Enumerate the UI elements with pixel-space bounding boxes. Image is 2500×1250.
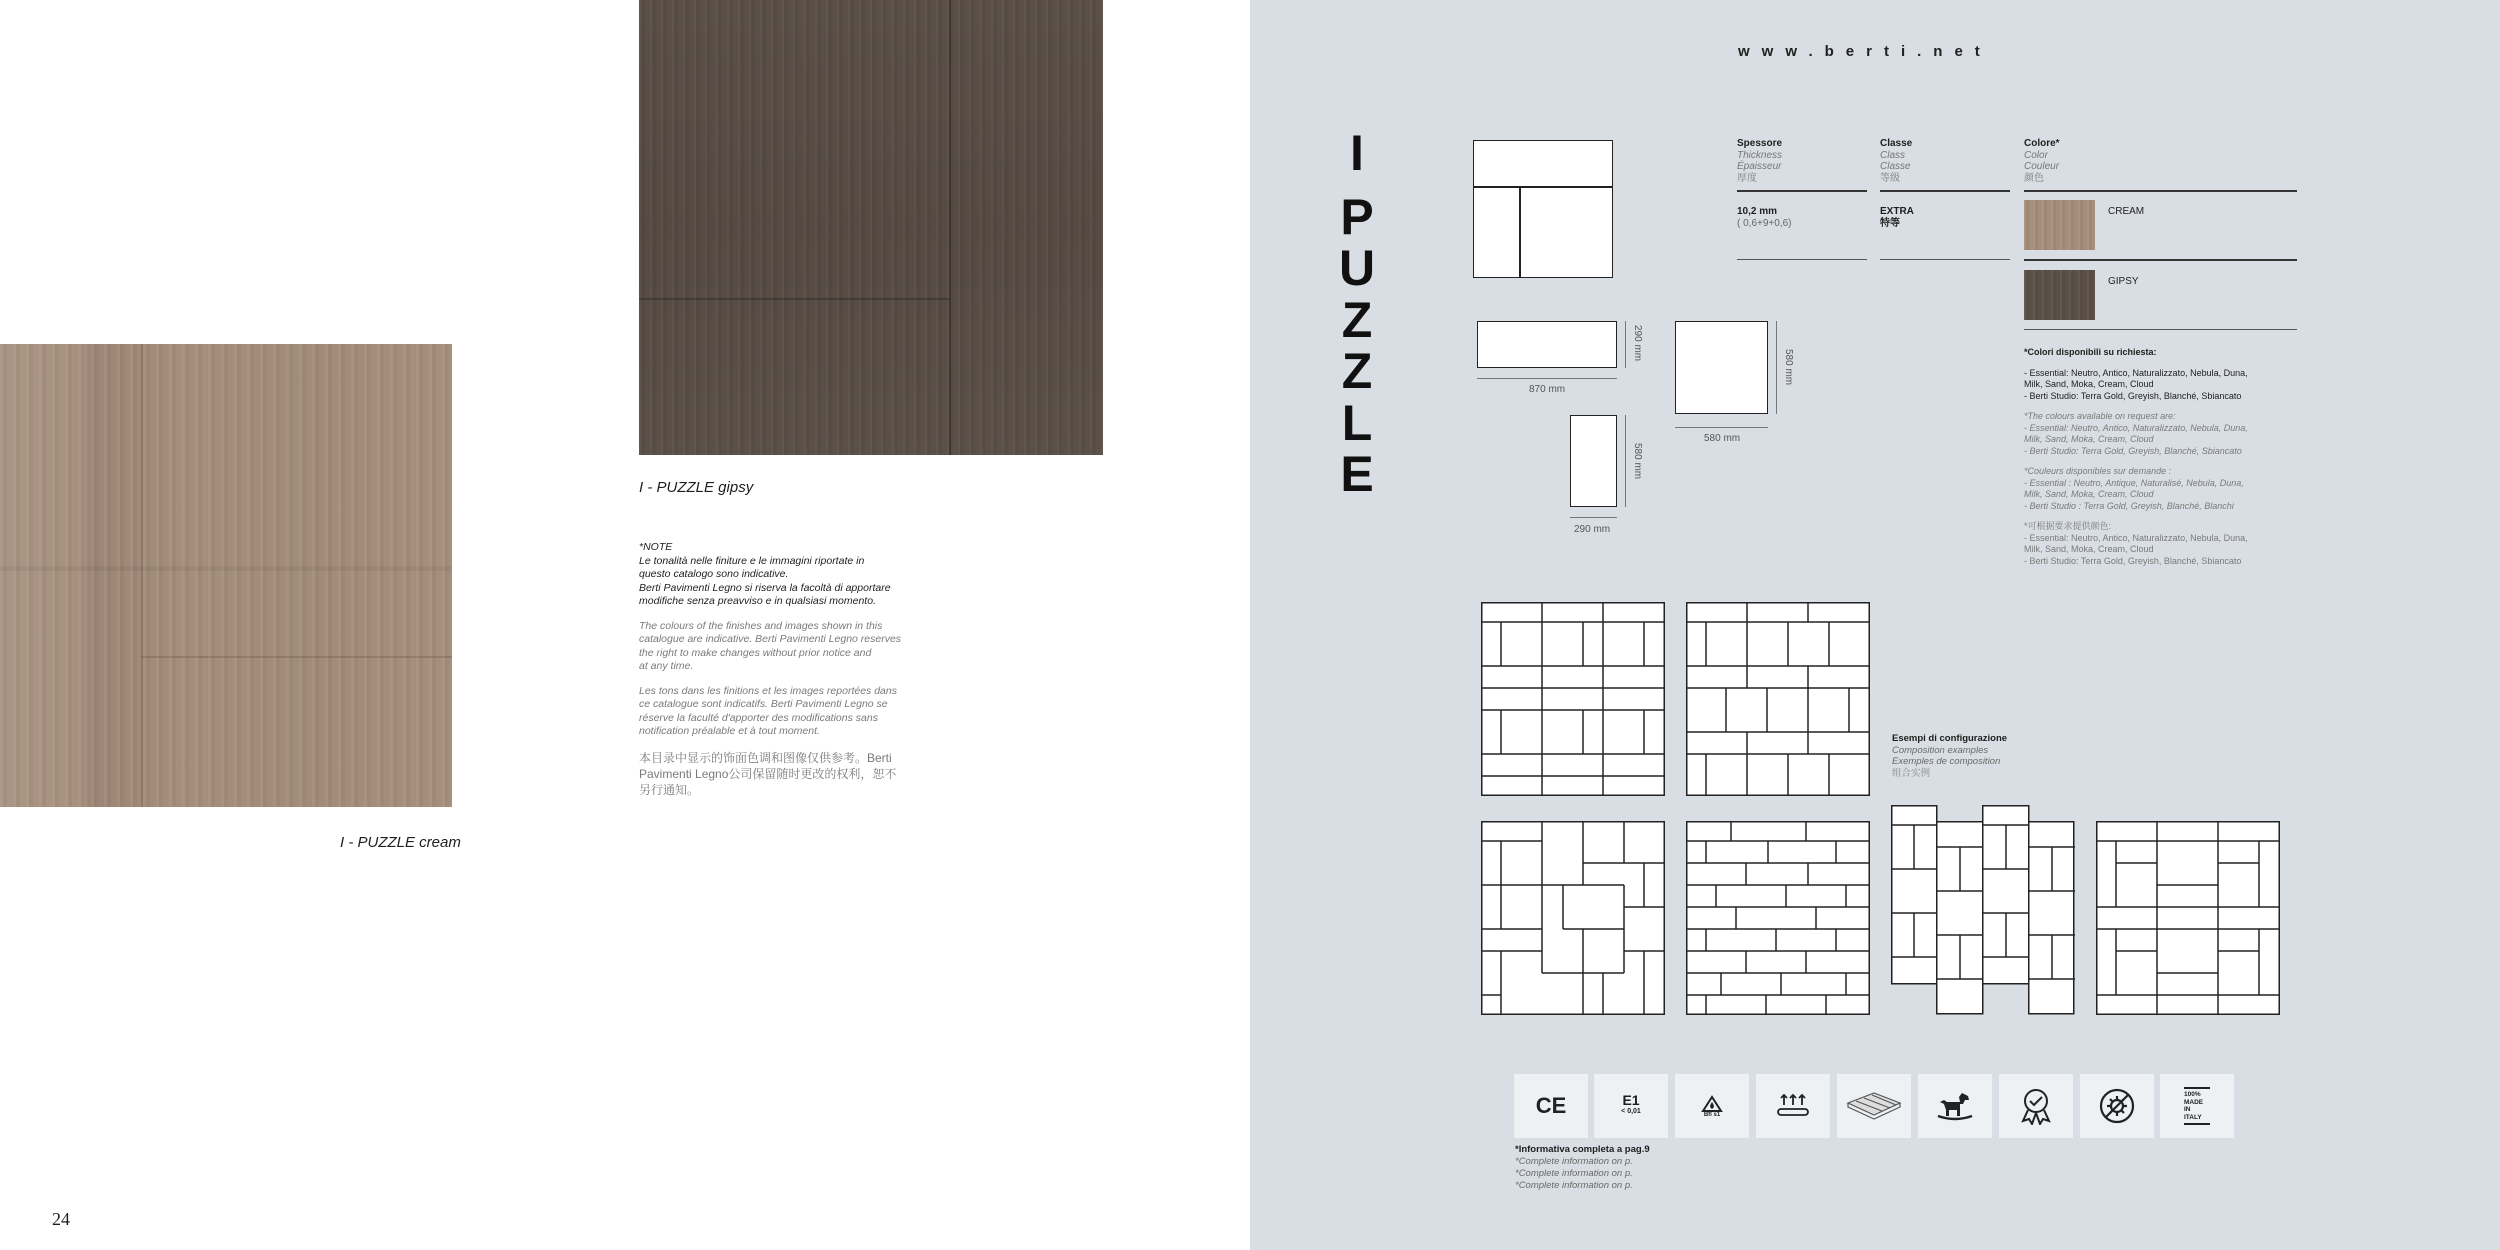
spec-translation: Color bbox=[2024, 149, 2048, 161]
available-colors bbox=[2024, 347, 2274, 576]
caption-gipsy: I - PUZZLE gipsy bbox=[639, 479, 754, 496]
note-english: The colours of the finishes and images shown in this catalogue are indicative. Berti Pavimenti Legno reserves the right to make changes without prior notice and at any time. bbox=[639, 619, 902, 672]
spec-translation: Classe bbox=[1880, 161, 1911, 172]
note-chinese: 本目录中显示的饰面色调和图像仅供参考。Berti Pavimenti Legno公司保留随时更改的权利，恕不 另行通知。 bbox=[639, 750, 897, 797]
plank-seam bbox=[141, 656, 452, 658]
composition-example-5 bbox=[1891, 805, 2075, 1015]
icon-label: CE bbox=[1535, 1093, 1567, 1118]
plank-seam bbox=[949, 0, 951, 455]
ce-mark-icon bbox=[1514, 1074, 1588, 1138]
footnote-italian: *Informativa completa a pag.9 bbox=[1515, 1144, 1650, 1155]
spec-thickness-value bbox=[1737, 206, 1791, 229]
spec-class-header bbox=[1880, 138, 1912, 184]
spec-thickness-header bbox=[1737, 138, 1782, 184]
floating-installation-icon bbox=[1837, 1074, 1911, 1138]
spec-heading: Classe bbox=[1880, 138, 1913, 149]
composition-examples-label bbox=[1892, 733, 2007, 779]
spec-translation: 颜色 bbox=[2024, 172, 2044, 184]
spec-color-header bbox=[2024, 138, 2060, 184]
spec-translation: Couleur bbox=[2024, 161, 2060, 172]
composition-example-2 bbox=[1686, 602, 1870, 796]
dim-height-580: 580 mm bbox=[1783, 349, 1794, 386]
swatch-label-gipsy: GIPSY bbox=[2108, 276, 2139, 287]
note-heading: *NOTE bbox=[639, 541, 673, 553]
spec-translation: 厚度 bbox=[1737, 172, 1757, 184]
title-letter: P bbox=[1340, 188, 1374, 245]
wood-sample-cream bbox=[0, 344, 452, 807]
dim-height-580-vertical: 580 mm bbox=[1632, 443, 1643, 480]
spec-translation: Class bbox=[1880, 149, 1906, 161]
note-french: Les tons dans les finitions et les images reportées dans ce catalogue sont indicatifs. Berti Pavimenti Legno se réserve la faculté d'apporter des modifications sans notification préalable et à tout moment. bbox=[639, 684, 897, 737]
page-number: 24 bbox=[52, 1209, 70, 1229]
fire-class-icon bbox=[1675, 1074, 1749, 1138]
title-letter: Z bbox=[1341, 291, 1373, 348]
title-letter: U bbox=[1338, 240, 1376, 296]
dim-width-870: 870 mm bbox=[1529, 384, 1566, 395]
spec-heading: Colore* bbox=[2024, 138, 2060, 149]
dim-height-290: 290 mm bbox=[1632, 325, 1643, 362]
note-italian: Le tonalità nelle finiture e le immagini riportate in questo catalogo sono indicative. Berti Pavimenti Legno si riserva la facoltà di apportare modifiche senza preavviso e in qualsiasi momento. bbox=[639, 554, 891, 607]
available-colors-french: *Couleurs disponibles sur demande : - Essential : Neutro, Antique, Naturalisé, Nebula, Duna, Milk, Sand, Moka, Cream, Cloud - Berti Studio : Terra Gold, Greyish, Blanché, Blanchi bbox=[2024, 466, 2244, 511]
plank-seam bbox=[141, 344, 143, 807]
rocking-horse-icon bbox=[1918, 1074, 1992, 1138]
title-letter: I bbox=[1350, 125, 1364, 181]
plank-seam bbox=[639, 298, 949, 300]
spec-class-value bbox=[1880, 206, 1914, 229]
examples-label-it: Esempi di configurazione bbox=[1892, 733, 2008, 744]
icon-label: Bfl s1 bbox=[1703, 1112, 1721, 1118]
available-colors-italian: - Essential: Neutro, Antico, Naturalizzato, Nebula, Duna, Milk, Sand, Moka, Cream, Cloud - Berti Studio: Terra Gold, Greyish, Blanché, Sbiancato bbox=[2024, 367, 2248, 401]
thickness-value: 10,2 mm bbox=[1737, 206, 1778, 217]
title-letter: Z bbox=[1341, 343, 1373, 399]
swatch-gipsy bbox=[2024, 270, 2095, 320]
wood-sample-gipsy bbox=[639, 0, 1103, 455]
anti-bacterial-icon bbox=[2080, 1074, 2154, 1138]
vertical-title bbox=[1327, 125, 1387, 502]
underfloor-heating-icon bbox=[1756, 1074, 1830, 1138]
spec-translation: Thickness bbox=[1737, 149, 1783, 161]
available-colors-english: *The colours available on request are: - Essential: Neutro, Antico, Naturalizzato, Nebula, Duna, Milk, Sand, Moka, Cream, Cloud - Berti Studio: Terra Gold, Greyish, Blanché, Sbiancato bbox=[2024, 411, 2248, 456]
class-value: EXTRA bbox=[1880, 206, 1914, 217]
footnote-chinese: *Complete information on p. bbox=[1515, 1180, 1633, 1191]
footnote bbox=[1515, 1144, 1650, 1192]
thickness-detail: ( 0,6+9+0,6) bbox=[1737, 217, 1792, 229]
spec-translation: Épaisseur bbox=[1737, 161, 1782, 172]
available-colors-chinese: *可根据要求提供颜色: - Essential: Neutro, Antico, Naturalizzato, Nebula, Duna, Milk, Sand, Moka, Cream, Cloud - Berti Studio: Terra Gold, Greyish, Blanché, Sbiancato bbox=[2024, 521, 2248, 566]
footnote-english: *Complete information on p. bbox=[1515, 1156, 1633, 1167]
spec-translation: 等级 bbox=[1880, 172, 1900, 184]
quality-award-icon bbox=[1999, 1074, 2073, 1138]
spec-heading: Spessore bbox=[1737, 138, 1783, 149]
icon-label: 100% MADE IN ITALY bbox=[2184, 1087, 2210, 1125]
dim-width-290: 290 mm bbox=[1574, 524, 1611, 535]
website-url[interactable]: www.berti.net bbox=[1738, 43, 1992, 60]
right-page-background bbox=[1250, 0, 2500, 1250]
examples-label-en: Composition examples bbox=[1892, 744, 1989, 756]
available-colors-heading: *Colori disponibili su richiesta: bbox=[2024, 347, 2157, 357]
disclaimer-note bbox=[639, 541, 909, 809]
composition-example-1 bbox=[1481, 602, 1665, 796]
examples-label-fr: Exemples de composition bbox=[1892, 756, 2001, 767]
examples-label-cn: 组合实例 bbox=[1892, 767, 1931, 779]
icon-sublabel: < 0,01 bbox=[1621, 1108, 1641, 1115]
caption-cream: I - PUZZLE cream bbox=[340, 834, 461, 851]
title-letter: E bbox=[1340, 446, 1374, 502]
composition-example-4 bbox=[1686, 821, 1870, 1015]
made-in-italy-icon bbox=[2160, 1074, 2234, 1138]
dim-width-580: 580 mm bbox=[1704, 433, 1741, 444]
swatch-label-cream: CREAM bbox=[2108, 206, 2145, 217]
class-value-cn: 特等 bbox=[1880, 217, 1900, 229]
composition-example-6 bbox=[2096, 821, 2280, 1015]
icon-label: E1 bbox=[1622, 1092, 1640, 1108]
composition-example-3 bbox=[1481, 821, 1665, 1015]
footnote-french: *Complete information on p. bbox=[1515, 1168, 1633, 1179]
title-letter: L bbox=[1341, 394, 1373, 451]
swatch-cream bbox=[2024, 200, 2095, 250]
e1-emission-icon bbox=[1594, 1074, 1668, 1138]
